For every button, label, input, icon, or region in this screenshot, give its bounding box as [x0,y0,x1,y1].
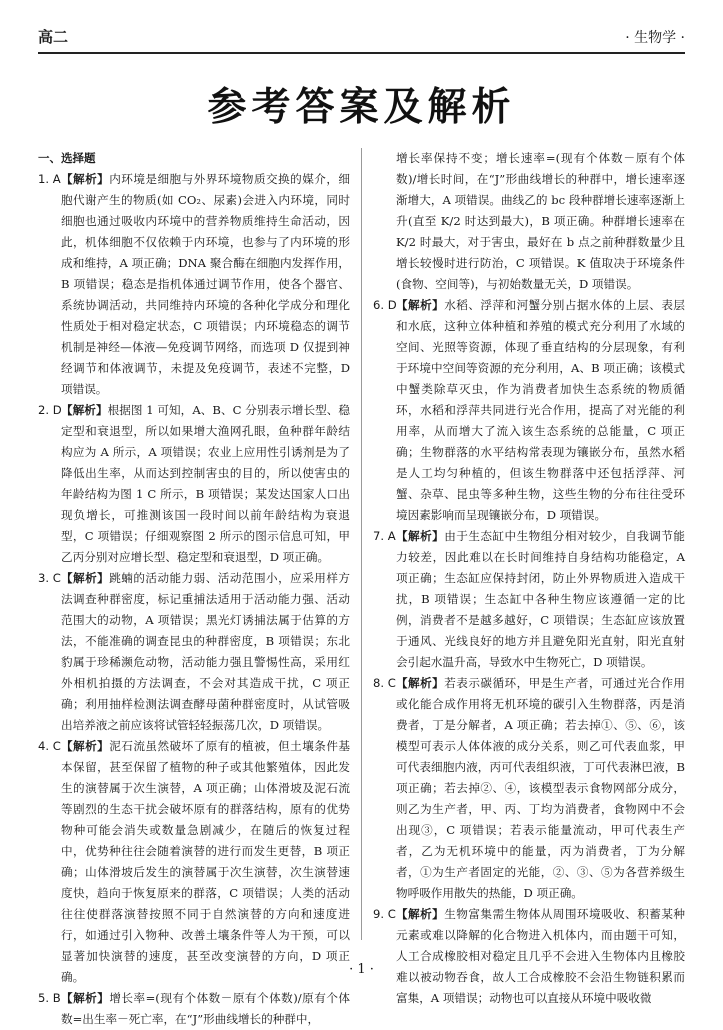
question-text: 增长率=(现有个体数－原有个体数)/原有个体数=出生率－死亡率，在“J”形曲线增长的种群中， [61,991,350,1026]
question-text: 内环境是细胞与外界环境物质交换的媒介，细胞代谢产生的物质(如 CO₂、尿素)会进入内环境，同时细胞也通过吸收内环境中的营养物质维持生命活动，因此，机体细胞不仅依赖于内环境，也参与了内环境的形成和维持，A 项正确；DNA 聚合酶在细胞内发挥作用，B 项错误；稳态是指机体通过调节作用，使各个器官、系统协调活动，共同维持内环境的各种化学成分和理化性质处于相对稳定状态，C 项错误；内环境稳态的调节机制是神经—体液—免疫调节网络，而选项 D 仅提到神经调节和体液调节，未提及免疫调节，表述不完整，D 项错误。 [61,172,350,396]
question-text: 水稻、浮萍和河蟹分别占据水体的上层、表层和水底，这种立体种植和养殖的模式充分利用了水域的空间、光照等资源，体现了垂直结构的分层现象，有利于环境中空间等资源的充分利用，A、B 项正确；该模式中蟹类除草灭虫，作为消费者加快生态系统的物质循环，水稻和浮萍共同进行光合作用，提高了对光能的利用率，从而增大了流入该生态系统的总能量，C 项正确；生物群落的水平结构常表现为镶嵌分布，虽然水稻是人工均匀种植的，但该生物群落中还包括浮萍、河蟹、杂草、昆虫等多种生物，这些生物的分布往往受环境因素影响而呈现镶嵌分布，D 项错误。 [396,298,685,522]
question-item [373,673,685,904]
left-column [38,148,350,1026]
question-number: 7. A [373,529,396,543]
question-number: 6. D [373,298,397,312]
section-title: 一、选择题 [38,151,96,165]
question-text: 根据图 1 可知，A、B、C 分别表示增长型、稳定型和衰退型，所以如果增大渔网孔眼，鱼种群年龄结构应为 A 所示，A 项错误；农业上应用性引诱剂是为了降低出生率，从而达到控制害虫的目的，所以使害虫的年龄结构为图 1 C 所示，B 项错误；某发达国家人口出现负增长，可推测该国一段时间以前年龄结构为衰退型，C 项错误；仔细观察图 2 所示的图示信息可知，甲乙丙分别对应增长型、稳定型和衰退型，D 项正确。 [61,403,350,564]
question-item [38,988,350,1030]
question-text: 跳蝻的活动能力弱、活动范围小，应采用样方法调查种群密度，标记重捕法适用于活动能力强、活动范围大的动物，A 项错误；黑光灯诱捕法属于估算的方法，不能准确的调查昆虫的种群密度，B 项错误；东北豹属于珍稀濒危动物，活动能力强且警惕性高，采用红外相机拍摄的方法调查，不会对其造成干扰，C 项正确；利用抽样检测法调查酵母菌种群密度时，从试管吸出培养液之前应该将试管轻轻振荡几次，D 项错误。 [61,571,350,732]
question-number: 3. C [38,571,61,585]
question-text: 生物富集需生物体从周围环境吸收、积蓄某种元素或难以降解的化合物进入机体内，而由题干可知，人工合成橡胶相对稳定且几乎不会进入生物体内且橡胶难以被动物吞食，故人工合成橡胶不会沿生物链积累而富集，A 项错误；动物也可以直接从环境中吸收微 [396,907,685,1005]
analysis-tag: 【解析】 [396,676,445,690]
page-title: 参考答案及解析 [207,85,516,130]
question-number: 8. C [373,676,396,690]
question-item [38,736,350,988]
question-item [38,169,350,400]
right-column [373,148,685,1005]
analysis-tag: 【解析】 [61,403,108,417]
page-number: · 1 · [349,962,374,977]
continued-text: 增长率保持不变；增长速率=(现有个体数－原有个体数)/增长时间，在“J”形曲线增长的种群中，增长速率逐渐增大，A 项错误。曲线乙的 bc 段种群增长速率逐渐上升(直至 K/2 时达到最大)，B 项正确。种群增长速率在 K/2 时最大，对于害虫，最好在 b 点之前种群数量少且增长较慢时进行防治，C 项错误。K 值取决于环境条件(食物、空间等)，与初始数量无关，D 项错误。 [396,151,685,291]
question-item [373,295,685,526]
question-text: 泥石流虽然破坏了原有的植被，但土壤条件基本保留，甚至保留了植物的种子或其他繁殖体，因此发生的演替属于次生演替，A 项正确；山体滑坡及泥石流等剧烈的生态干扰会破坏原有的群落结构，原有的优势物种可能会消失或数量急剧减少，在随后的恢复过程中，优势种往往会随着演替的进行而发生更替，B 项正确；山体滑坡后发生的演替属于次生演替，次生演替速度快，趋向于恢复原来的群落，C 项错误；人类的活动往往使群落演替按照不同于自然演替的方向和速度进行，如通过引入物种、改善土壤条件等人为干预，可以显著加快演替的速度，甚至改变演替的方向，D 项正确。 [61,739,350,984]
analysis-tag: 【解析】 [61,739,110,753]
analysis-tag: 【解析】 [61,991,110,1005]
question-number: 5. B [38,991,61,1005]
question-number: 9. C [373,907,396,921]
analysis-tag: 【解析】 [396,529,445,543]
question-number: 2. D [38,403,62,417]
question-text: 若表示碳循环，甲是生产者，可通过光合作用或化能合成作用将无机环境的碳引入生物群落，丙是消费者，丁是分解者，A 项正确；若去掉①、⑤、⑥，该模型可表示人体体液的成分关系，则乙可代表血浆，甲可代表细胞内液，丙可代表组织液，丁可代表淋巴液，B 项正确；若去掉②、④，该模型表示食物网部分成分，则乙为生产者，甲、丙、丁均为消费者，食物网中不会出现③，C 项错误；若表示能量流动，甲可代表生产者，乙为无机环境中的能量，丙为消费者，丁为分解者，①为生产者固定的光能，②、③、⑤为各营养级生物呼吸作用散失的热能，D 项正确。 [396,676,685,900]
header-rule [38,52,685,54]
question-item [373,904,685,1009]
subject-label: · 生物学 · [625,30,685,46]
analysis-tag: 【解析】 [61,172,110,186]
question-item [38,400,350,568]
column-divider [361,148,362,940]
analysis-tag: 【解析】 [61,571,110,585]
page-header [38,22,685,52]
question-item [38,568,350,736]
analysis-tag: 【解析】 [396,907,445,921]
question-number: 1. A [38,172,61,186]
question-number: 4. C [38,739,61,753]
question-text: 由于生态缸中生物组分相对较少，自我调节能力较差，因此难以在长时间维持自身结构功能稳定，A 项正确；生态缸应保持封闭，防止外界物质进入造成干扰，B 项错误；生态缸中各种生物应该遵循一定的比例，消费者不是越多越好，C 项错误；生态缸应该放置于通风、光线良好的地方并且避免阳光直射，阳光直射会引起水温升高，导致水中生物死亡，D 项错误。 [396,529,685,669]
analysis-tag: 【解析】 [396,298,445,312]
grade-label: 高二 [38,28,69,46]
question-item [373,526,685,673]
